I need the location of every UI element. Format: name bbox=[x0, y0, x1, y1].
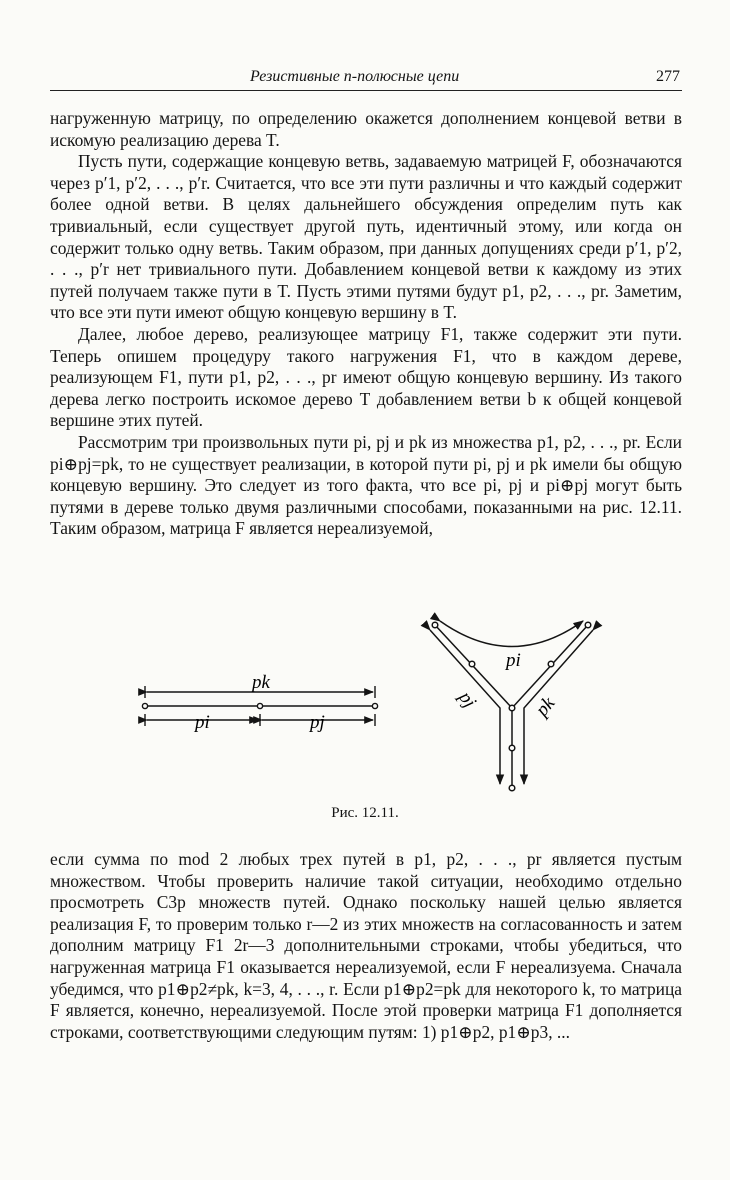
label-pj-left: pj bbox=[310, 712, 325, 733]
tree-path-diagram bbox=[430, 621, 593, 791]
pi-arc bbox=[440, 621, 583, 647]
body-text-top bbox=[50, 108, 682, 540]
paragraph: Далее, любое дерево, реализующее матрицу F1, также содержит эти пути. Теперь опишем процедуру такого нагружения F1, что в каждом дереве, реализующем F1, пути p1, p2, . . ., pr имеют общую концевую вершину. Из такого дерева легко построить искомое дерево T добавлением ветви b к общей концевой вершине этих путей. bbox=[50, 323, 682, 431]
vertex bbox=[509, 785, 515, 791]
paragraph: Рассмотрим три произвольных пути pi, pj и pk из множества p1, p2, . . ., pr. Если pi⊕pj=pk, то не существует реализации, в которой пути pi, pj и pk имели бы общую концевую вершину. Это следует из того факта, что все pi, pj и pi⊕pj могут быть путями в дереве только двумя различными способами, показанными на рис. 12.11. Таким образом, матрица F является нереализуемой, bbox=[50, 431, 682, 539]
vertex bbox=[509, 745, 515, 751]
vertex bbox=[469, 661, 475, 667]
vertex bbox=[432, 622, 438, 628]
paragraph: если сумма по mod 2 любых трех путей в p1, p2, . . ., pr является пустым множеством. Чтобы проверить наличие такой ситуации, необходимо отдельно просмотреть C3p множеств путей. Однако поскольку нашей целью является реализация F, то проверим только r—2 из этих множеств на согласованность и затем дополним матрицу F1 2r—3 дополнительными строками, чтобы убедиться, что нагруженная матрица F1 оказывается нереализуемой, если F нереализуема. Сначала убедимся, что p1⊕p2≠pk, k=3, 4, . . ., r. Если p1⊕p2=pk для некоторого k, то матрица F является, конечно, нереализуемой. После этой проверки матрица F1 дополняется строками, соответствующими следующим путям: 1) p1⊕p2, p1⊕p3, ... bbox=[50, 849, 682, 1042]
vertex bbox=[372, 703, 377, 708]
label-pi-left: pi bbox=[195, 712, 210, 733]
running-title: Резистивные n-полюсные цепи bbox=[250, 68, 460, 85]
figure-12-11 bbox=[0, 600, 730, 840]
paragraph: Пусть пути, содержащие концевую ветвь, задаваемую матрицей F, обозначаются через p′1, p′2, . . ., p′r. Считается, что все эти пути различны и что каждый содержит более одной ветви. В целях дальнейшего обсуждения определим путь как тривиальный, если существует другой путь, идентичный этому, или когда он содержит только одну ветвь. Таким образом, при данных допущениях среди p′1, p′2, . . ., p′r нет тривиального пути. Добавлением концевой ветви к каждому из этих путей получаем также пути в T. Пусть этими путями будут p1, p2, . . ., pr. Заметим, что все эти пути имеют общую концевую вершину в T. bbox=[50, 151, 682, 323]
page-number: 277 bbox=[656, 68, 680, 85]
body-text-bottom bbox=[50, 849, 682, 1043]
vertex bbox=[548, 661, 554, 667]
label-pk-left: pk bbox=[252, 672, 270, 693]
vertex bbox=[585, 622, 591, 628]
label-pj-right: pj bbox=[454, 687, 481, 712]
label-pk-right: pk bbox=[531, 693, 560, 721]
vertex bbox=[257, 703, 262, 708]
vertex bbox=[509, 705, 515, 711]
vertex bbox=[142, 703, 147, 708]
figure-diagram bbox=[0, 600, 730, 840]
paragraph: нагруженную матрицу, по определению окажется дополнением концевой ветви в искомую реализацию дерева T. bbox=[50, 108, 682, 150]
label-pi-right: pi bbox=[506, 650, 521, 671]
page-header bbox=[50, 64, 682, 91]
figure-caption: Рис. 12.11. bbox=[331, 805, 399, 821]
